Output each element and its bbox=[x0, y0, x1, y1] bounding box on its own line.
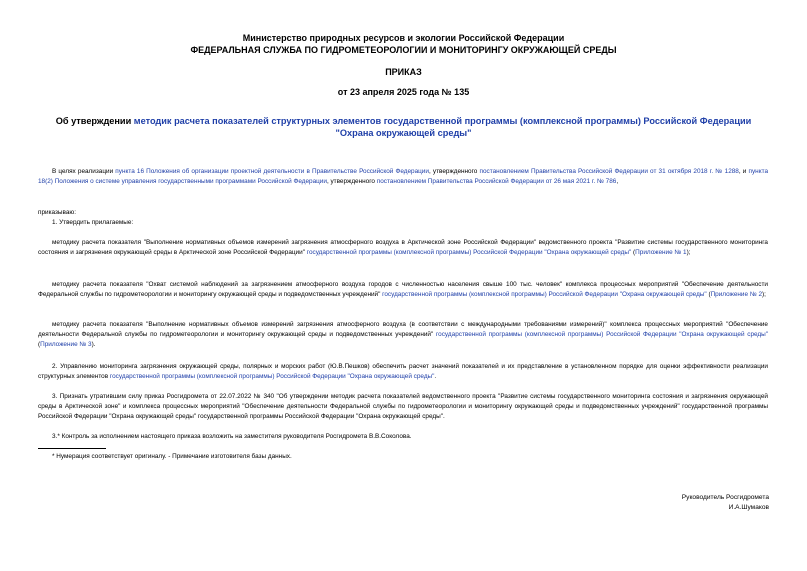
method-1-program-link[interactable]: государственной программы (комплексной программы) Российской Федерации "Охрана окружающей среды" bbox=[306, 249, 632, 256]
preamble-link-1[interactable]: пункта 16 Положения об организации проектной деятельности в Правительстве Российской Федерации bbox=[115, 168, 429, 175]
ministry-name: Министерство природных ресурсов и экологии Российской Федерации bbox=[242, 33, 565, 43]
preamble-link-3[interactable]: пункта 18(2) Положения о системе управления государственными программами Российской Федерации bbox=[38, 168, 768, 185]
appendix-1-link[interactable]: Приложение № 1 bbox=[635, 249, 687, 256]
appendix-2-link[interactable]: Приложение № 2 bbox=[710, 291, 763, 298]
method-2-program-link[interactable]: государственной программы (комплексной программы) Российской Федерации "Охрана окружающей среды" bbox=[382, 291, 707, 298]
method-1-text-3: ); bbox=[686, 249, 691, 256]
item-1: 1. Утвердить прилагаемые: bbox=[52, 219, 134, 226]
method-3-text: методику расчета показателя "Выполнение нормативных объемов измерений загрязнения атмосферного воздуха (в соответствии с международными требованиями измерений)" комплекса процессных мероприятий "Обеспечение деятельности Федеральной службы по гидрометеорологии и мониторингу окружающей среды и подведомственных учреждений" bbox=[38, 321, 768, 338]
method-2-paragraph bbox=[38, 280, 768, 300]
signature-name: И.А.Шумаков bbox=[728, 504, 769, 511]
preamble-link-4[interactable]: постановлением Правительства Российской Федерации от 26 мая 2021 г. № 786 bbox=[376, 178, 617, 185]
order-word: приказываю: bbox=[38, 209, 76, 216]
method-3-text-2: ( bbox=[38, 341, 41, 348]
item-2-program-link[interactable]: государственной программы (комплексной программы) Российской Федерации "Охрана окружающей среды" bbox=[109, 373, 435, 380]
footnote: * Нумерация соответствует оригиналу. - Примечание изготовителя базы данных. bbox=[52, 453, 292, 460]
service-name: ФЕДЕРАЛЬНАЯ СЛУЖБА ПО ГИДРОМЕТЕОРОЛОГИИ И МОНИТОРИНГУ ОКРУЖАЮЩЕЙ СРЕДЫ bbox=[190, 45, 617, 55]
doc-title-prefix: Об утверждении bbox=[55, 116, 134, 126]
item-3-star-paragraph: 3.* Контроль за исполнением настоящего приказа возложить на заместителя руководителя Росгидромета В.В.Соколова. bbox=[52, 433, 412, 440]
doc-title bbox=[40, 115, 767, 139]
item-2-text: 2. Управлению мониторинга загрязнения окружающей среды, полярных и морских работ (Ю.В.Пешков) обеспечить расчет значений показателей и их представление в установленном порядке для оценки эффективности реализации структурных элементов bbox=[38, 363, 768, 380]
footnote-divider bbox=[38, 448, 106, 449]
method-1-paragraph bbox=[38, 238, 768, 258]
method-2-text-3: ); bbox=[762, 291, 766, 298]
method-2-text: методику расчета показателя "Охват системой наблюдений за загрязнением атмосферного воздуха городов с численностью населения свыше 100 тыс. человек" комплекса процессных мероприятий "Обеспечение деятельности Федеральной службы по гидрометеорологии и мониторингу окружающей среды и подведомственных учреждений" bbox=[38, 281, 768, 298]
item-2-paragraph bbox=[38, 362, 768, 382]
method-1-text: методику расчета показателя "Выполнение нормативных объемов измерений загрязнения атмосферного воздуха в Арктической зоне Российской Федерации" ведомственного проекта "Развитие системы государственного мониторинга состояния и загрязнения окружающей среды в Арктической зоне Российской Федерации" bbox=[38, 239, 768, 256]
method-1-text-2: ( bbox=[631, 249, 636, 256]
method-2-text-2: ( bbox=[706, 291, 711, 298]
preamble-text-3: , и bbox=[738, 168, 749, 175]
item-2-text-2: . bbox=[434, 373, 437, 380]
method-3-paragraph bbox=[38, 320, 768, 350]
doc-type: ПРИКАЗ bbox=[385, 67, 422, 77]
signature-position: Руководитель Росгидромета bbox=[681, 494, 769, 501]
item-3-paragraph: 3. Признать утратившим силу приказ Росгидромета от 22.07.2022 № 340 "Об утверждении методик расчета показателей ведомственного проекта "Развитие системы государственного мониторинга состояния и загрязнения окружающей среды в Арктической зоне" и комплекса процессных мероприятий "Обеспечение деятельности Федеральной службы по гидрометеорологии и мониторингу окружающей среды и подведомственных учреждений" государственной программы Российской Федерации "Охрана окружающей среды" государственной программы Российской Федерации "Охрана окружающей среды". bbox=[38, 393, 768, 420]
appendix-3-link[interactable]: Приложение № 3 bbox=[40, 341, 92, 348]
preamble-text-4: , утвержденного bbox=[326, 178, 377, 185]
method-3-program-link[interactable]: государственной программы (комплексной программы) Российской Федерации "Охрана окружающей среды" bbox=[435, 331, 769, 338]
doc-title-link[interactable]: методик расчета показателей структурных элементов государственной программы (комплексной программы) Российской Федерации "Охрана окружающей среды" bbox=[133, 116, 752, 138]
preamble-text-1: В целях реализации bbox=[52, 168, 116, 175]
preamble-paragraph bbox=[38, 167, 768, 187]
preamble-link-2[interactable]: постановлением Правительства Российской Федерации от 31 октября 2018 г. № 1288 bbox=[479, 168, 739, 175]
preamble-text-2: , утвержденного bbox=[428, 168, 480, 175]
doc-date-number: от 23 апреля 2025 года № 135 bbox=[337, 87, 470, 97]
preamble-text-5: , bbox=[616, 178, 619, 185]
method-3-text-3: ). bbox=[91, 341, 96, 348]
